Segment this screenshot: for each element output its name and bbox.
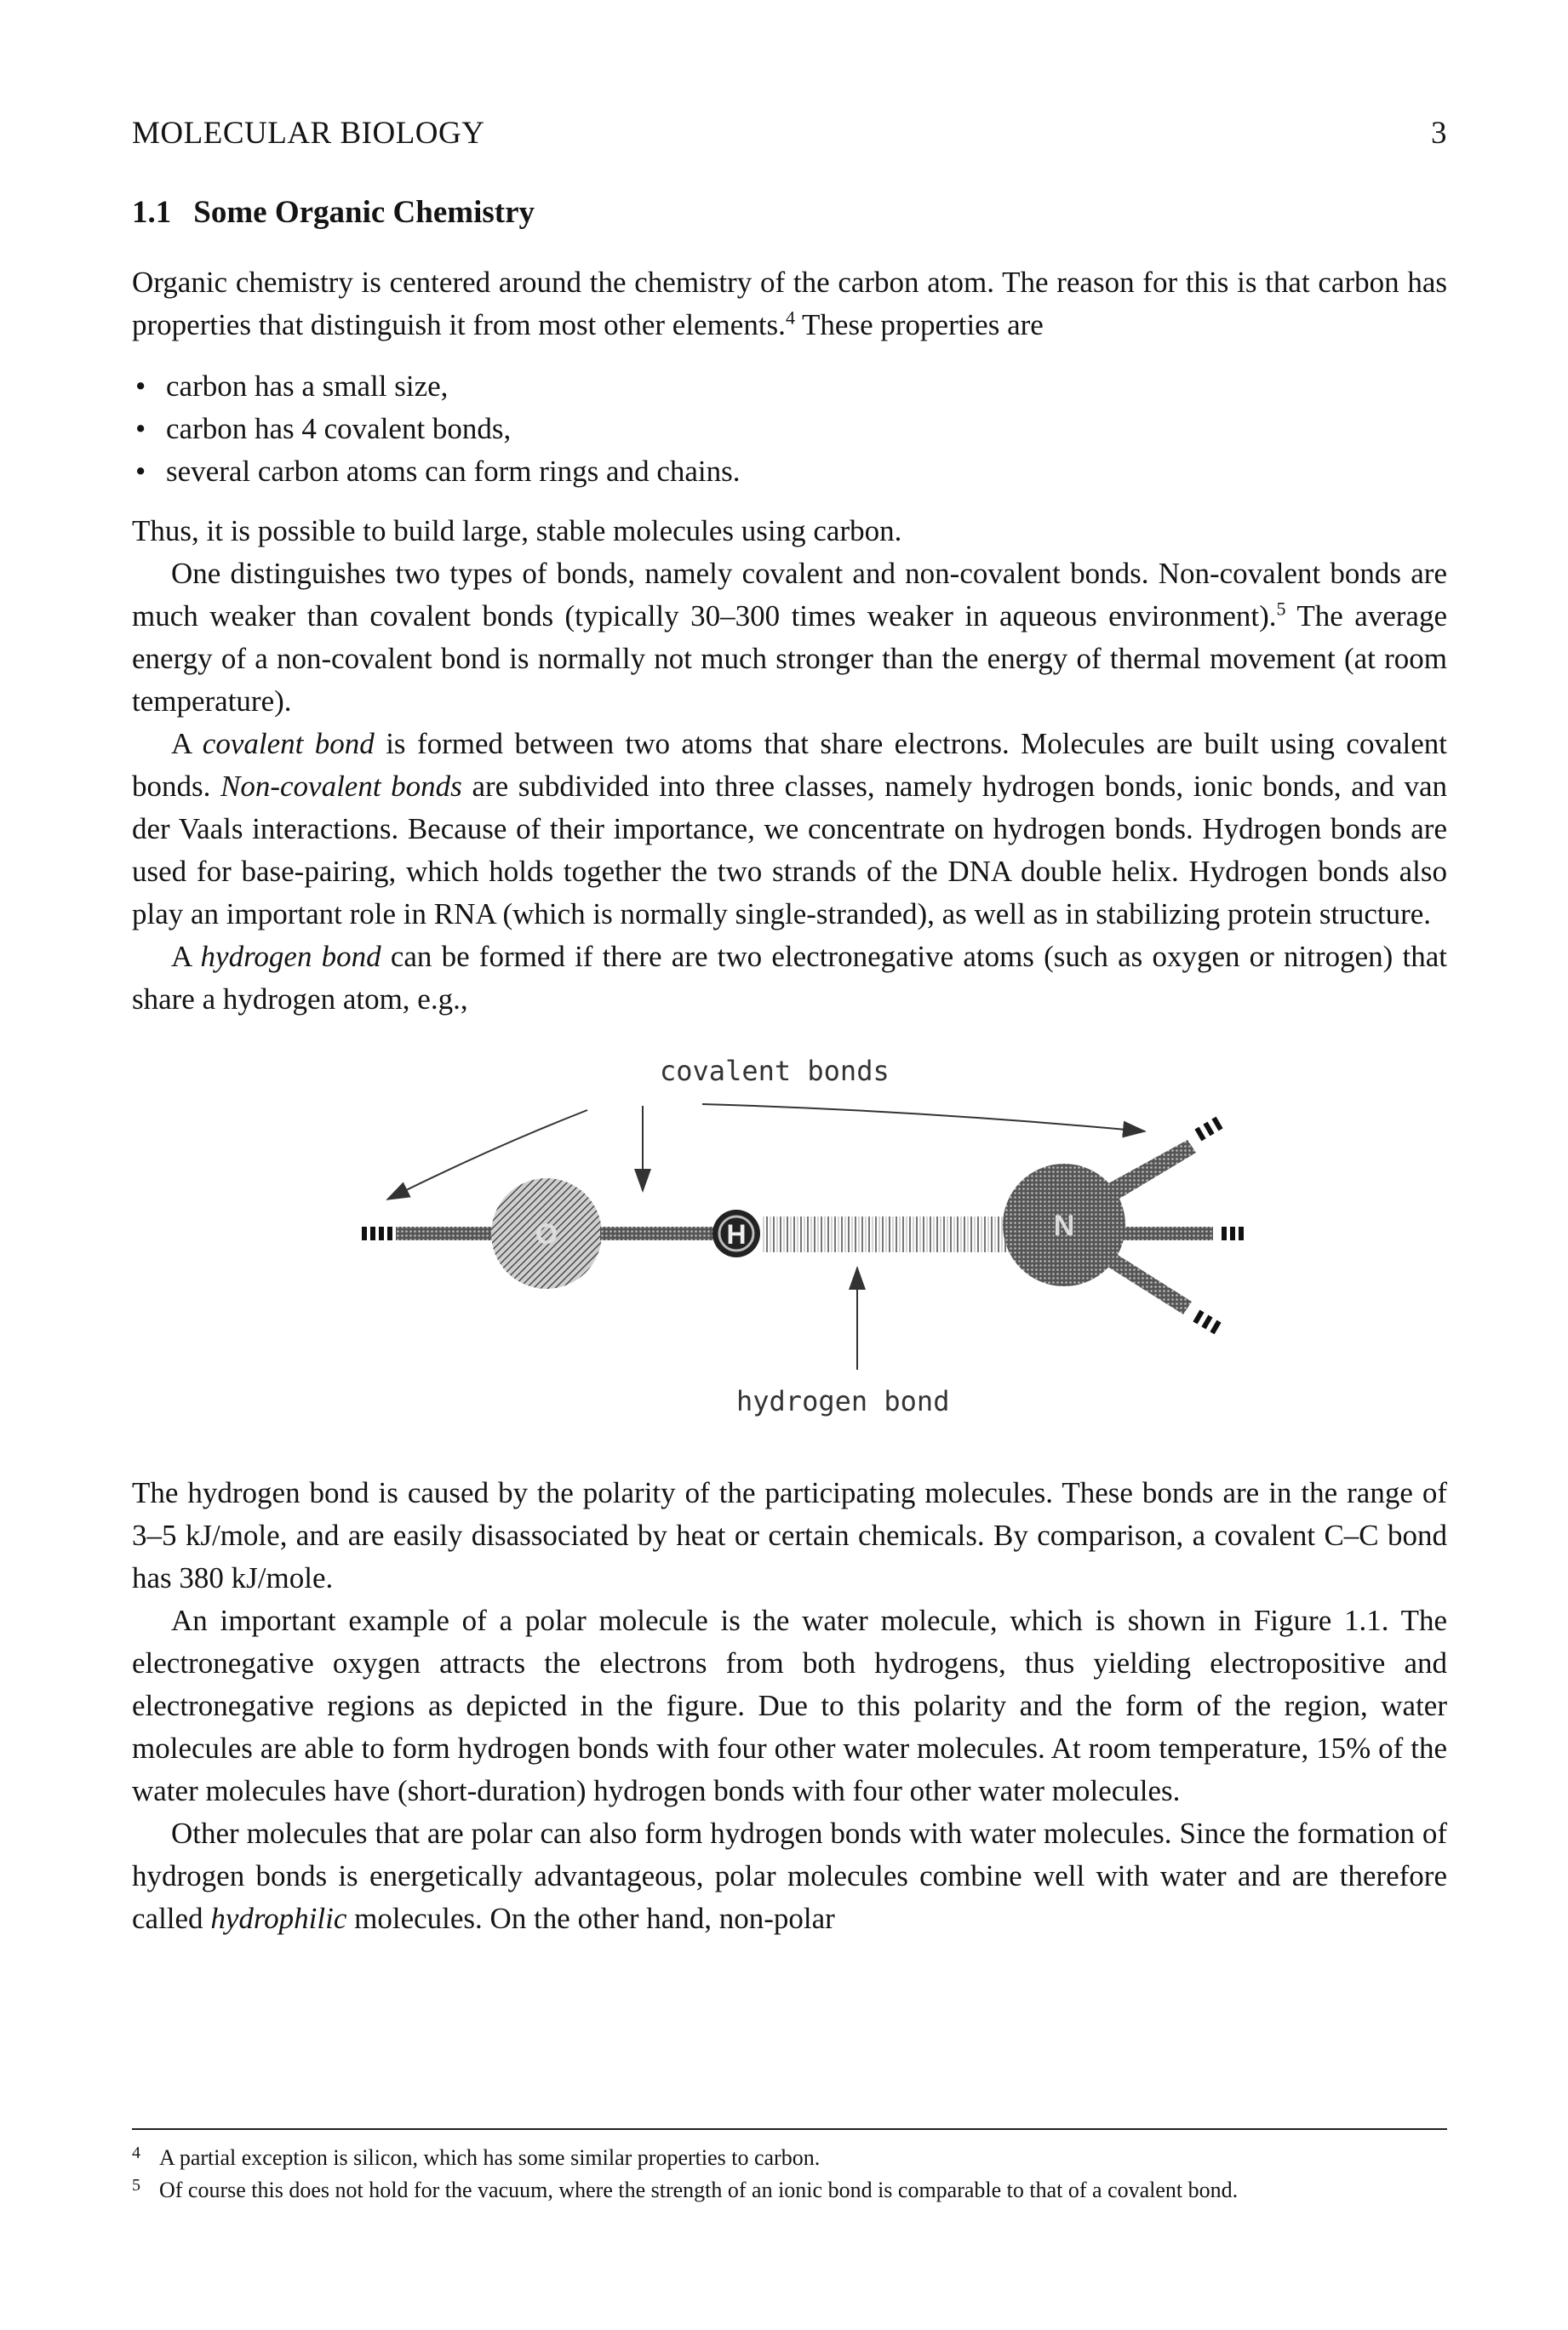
label-hydrogen-bond: hydrogen bond — [736, 1385, 950, 1417]
term-hydrophilic: hydrophilic — [210, 1902, 347, 1935]
covalent-bond-oh — [600, 1227, 719, 1240]
arrow-to-n-bond — [702, 1104, 1145, 1131]
running-title: MOLECULAR BIOLOGY — [132, 116, 485, 151]
page-number: 3 — [1431, 116, 1447, 151]
paragraph-polarity: The hydrogen bond is caused by the polarity of the participating molecules. These bonds are in the range of 3–5 kJ/mole, and are easily disassociated by heat or certain chemicals. By comparison, a covalent C–C bond has 380 kJ/mole. — [132, 1476, 1447, 1594]
footnote-5 — [132, 2174, 1447, 2207]
list-item: • several carbon atoms can form rings and chains. — [132, 450, 1447, 493]
footnotes — [132, 2128, 1447, 2207]
page-body — [132, 115, 1447, 1940]
other-post: molecules. On the other hand, non-polar — [346, 1902, 835, 1935]
footnote-mark: 4 — [132, 2144, 140, 2162]
covalent-post: are subdivided into three classes, namely hydrogen bonds, ionic bonds, and van der Vaals interactions. Because of their importance, we concentrate on hydrogen bonds. Hydrogen bonds are used for base-pairing, which holds together the two strands of the DNA double helix. Hydrogen bonds also play an important role in RNA (which is normally single-stranded), as well as in stabilizing protein structure. — [132, 770, 1447, 930]
section-number: 1.1 — [132, 195, 172, 230]
intro-text: Organic chemistry is centered around the chemistry of the carbon atom. The reason for this is that carbon has properties that distinguish it from most other elements. — [132, 266, 1447, 341]
footnote-4 — [132, 2142, 1447, 2174]
footnote-ref-5[interactable]: 5 — [1276, 598, 1286, 620]
footnote-text: A partial exception is silicon, which has some similar properties to carbon. — [159, 2145, 821, 2170]
hydrogen-bond-link — [762, 1217, 1009, 1252]
hbond-pre: A — [171, 940, 201, 973]
hbond-post: can be formed if there are two electronegative atoms (such as oxygen or nitrogen) that share a hydrogen atom, e.g., — [132, 940, 1447, 1016]
footnote-text: Of course this does not hold for the vacuum, where the strength of an ionic bond is comparable to that of a covalent bond. — [159, 2178, 1239, 2202]
intro-text-after: These properties are — [794, 308, 1044, 341]
bond-diagram — [132, 1046, 1447, 1446]
section-heading — [132, 194, 1447, 231]
left-bond-stub — [362, 1227, 498, 1240]
bonds-text: One distinguishes two types of bonds, namely covalent and non-covalent bonds. Non-covalent bonds are much weaker than covalent bonds (typically 30–300 times weaker in aqueous environment). — [132, 557, 1447, 633]
section-title: Some Organic Chemistry — [193, 195, 535, 230]
list-item: • carbon has a small size, — [132, 365, 1447, 408]
hydrogen-bond-figure — [132, 1046, 1447, 1446]
term-non-covalent-bonds: Non-covalent bonds — [220, 770, 462, 803]
term-covalent-bond: covalent bond — [202, 727, 375, 760]
bonds-text-after: The average energy of a non-covalent bond is normally not much stronger than the energy of thermal movement (at room temperature). — [132, 599, 1447, 718]
paragraph-thus: Thus, it is possible to build large, stable molecules using carbon. — [132, 514, 902, 547]
running-header — [132, 115, 1447, 152]
intro-paragraph — [132, 261, 1447, 346]
paragraph-bond-types — [132, 552, 1447, 723]
other-pre: Other molecules that are polar can also form hydrogen bonds with water molecules. Since the formation of hydrogen bonds is energetically advantageous, polar molecules combine well with water and are therefore called — [132, 1817, 1447, 1935]
hydrogen-label: H — [726, 1219, 747, 1250]
footnote-ref-4[interactable]: 4 — [785, 306, 795, 329]
footnote-mark: 5 — [132, 2176, 140, 2195]
oxygen-label: O — [535, 1218, 558, 1251]
term-hydrogen-bond: hydrogen bond — [200, 940, 381, 973]
footnote-rule — [132, 2128, 1447, 2130]
nitrogen-label: N — [1053, 1210, 1075, 1242]
paragraph-hydrogen-bond — [132, 936, 1447, 1021]
label-covalent-bonds: covalent bonds — [660, 1055, 890, 1087]
paragraph-covalent — [132, 723, 1447, 936]
covalent-mid: is formed between two atoms that share electrons. Molecules are built using covalent bonds. — [132, 727, 1447, 803]
covalent-pre: A — [171, 727, 203, 760]
paragraph-other-molecules — [132, 1812, 1447, 1940]
properties-list — [132, 365, 1447, 493]
paragraph-water: An important example of a polar molecule is the water molecule, which is shown in Figure 1.1. The electronegative oxygen attracts the electrons from both hydrogens, thus yielding electropositive and electronegative regions as depicted in the figure. Due to this polarity and the form of the region, water molecules are able to form hydrogen bonds with four other water molecules. At room temperature, 15% of the water molecules have (short-duration) hydrogen bonds with four other water molecules. — [132, 1604, 1447, 1807]
list-item: • carbon has 4 covalent bonds, — [132, 408, 1447, 450]
